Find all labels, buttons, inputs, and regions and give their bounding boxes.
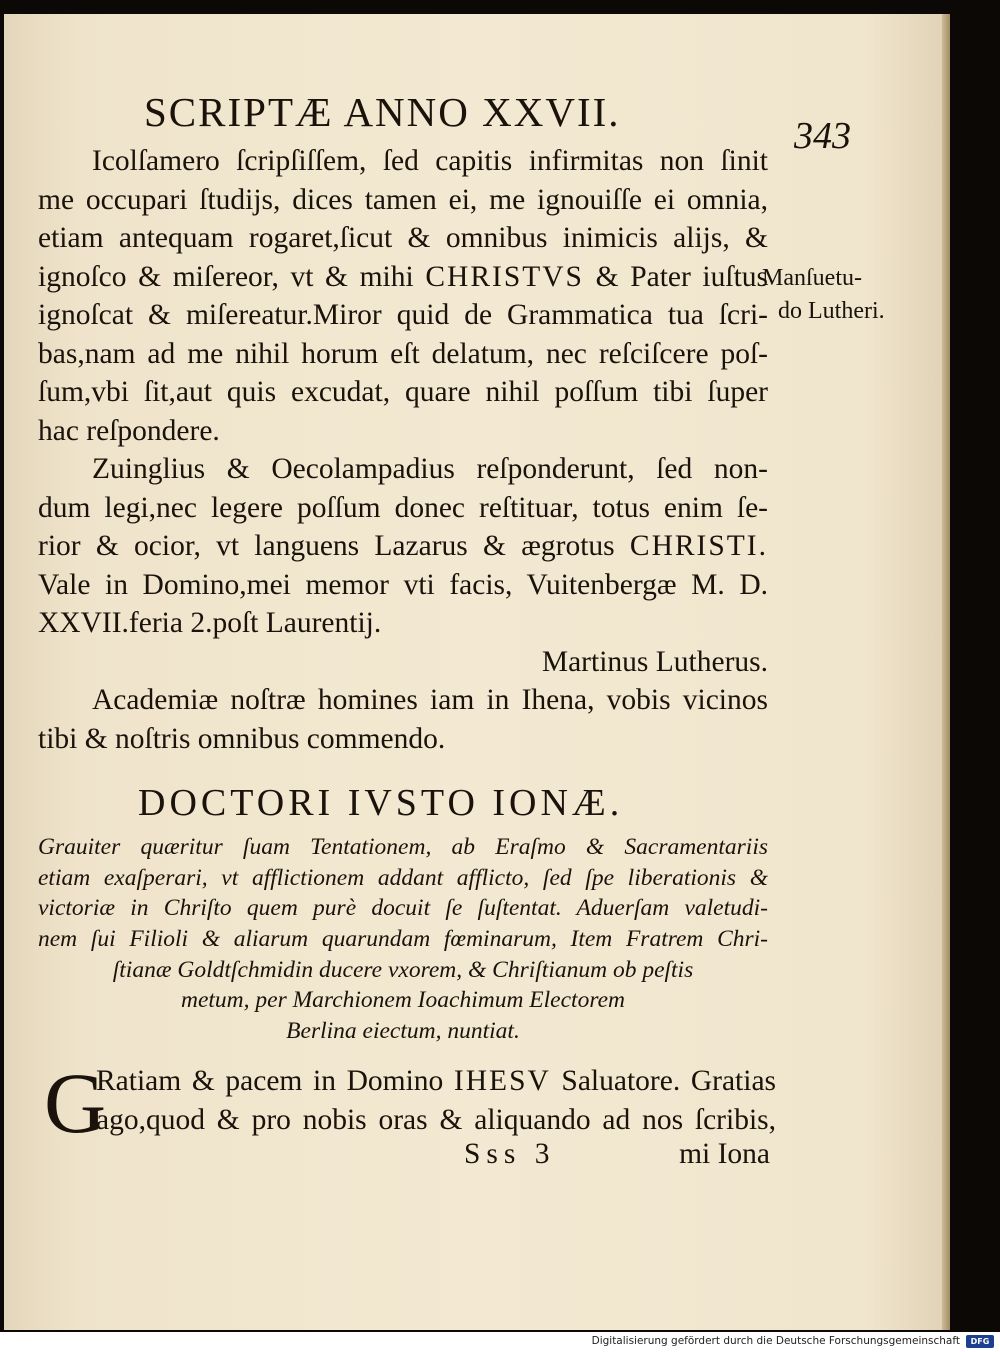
letter-heading: DOCTORI IVSTO IONÆ. (138, 782, 624, 824)
small-caps-name: CHRISTI. (629, 530, 768, 562)
summary-line: victoriæ in Chriſto quem purè docuit ſe ſuſtentat. Aduerſam valetudi- (38, 895, 768, 922)
text-line: Vale in Domino,mei memor vti facis, Vuitenbergæ M. D. (38, 568, 768, 601)
signature-mark: Sss 3 (464, 1138, 556, 1170)
text-line: dum legi,nec legere poſſum donec reſtituar, totus enim ſe- (38, 491, 768, 524)
text-line (38, 258, 768, 297)
digitization-footer (0, 1332, 1000, 1352)
funding-credit: Digitalisierung gefördert durch die Deutsche Forschungsgemeinschaft (591, 1335, 960, 1347)
dfg-logo-icon: DFG (966, 1335, 994, 1348)
text-fragment: ignoſco & miſereor, vt & mihi (38, 260, 414, 293)
text-line: tibi & noſtris omnibus commendo. (38, 722, 446, 755)
text-fragment: Ratiam & pacem in Domino (96, 1065, 444, 1097)
summary-line: nem ſui Filioli & aliarum quarundam fœminarum, Item Fratrem Chri- (38, 926, 768, 953)
text-line (38, 527, 768, 566)
summary-line: ſtianæ Goldtſchmidin ducere vxorem, & Chriſtianum ob peſtis (112, 956, 694, 983)
text-line: Zuinglius & Oecolampadius reſponderunt, ſed non- (92, 453, 768, 485)
text-line: me occupari ſtudijs, dices tamen ei, me ignouiſſe ei omnia, (38, 183, 768, 216)
second-letter-opening (38, 1055, 777, 1151)
text-line: bas,nam ad me nihil horum eſt delatum, nec reſciſcere poſ- (38, 337, 768, 370)
running-head: SCRIPTÆ ANNO XXVII. (144, 89, 621, 135)
letter-summary (38, 832, 768, 1047)
marginal-note (762, 262, 912, 328)
book-page (4, 14, 944, 1330)
summary-line: etiam exaſperari, vt afflictionem addant afflicto, ſed ſpe liberationis & (38, 864, 768, 891)
text-fragment: Saluatore. Gratias (561, 1065, 777, 1097)
marginal-line: Manſuetu- (762, 265, 862, 291)
signature: Martinus Lutherus. (541, 645, 768, 678)
text-fragment: rior & ocior, vt languens Lazarus & ægrotus (38, 530, 615, 562)
marginal-line: do Lutheri. (778, 298, 885, 324)
text-line: XXVII.feria 2.poſt Laurentij. (38, 607, 382, 639)
small-caps-name: IHESV (453, 1065, 551, 1097)
text-line: ago,quod & pro nobis oras & aliquando ad nos ſcribis, (96, 1103, 776, 1136)
catchword: mi Iona (679, 1138, 770, 1170)
text-line: etiam antequam rogaret,ſicut & omnibus inimicis alijs, & (38, 222, 768, 254)
text-line: Academiæ noſtræ homines iam in Ihena, vobis vicinos (92, 684, 768, 716)
summary-line: metum, per Marchionem Ioachimum Electorem (181, 987, 625, 1014)
page-number: 343 (794, 115, 851, 157)
text-line (38, 1062, 776, 1101)
summary-line: Grauiter quæritur ſuam Tentationem, ab Eraſmo & Sacramentariis (38, 834, 768, 860)
summary-line: Berlina eiectum, nuntiat. (286, 1018, 520, 1045)
letter-body (38, 142, 768, 758)
text-line: ſum,vbi ſit,aut quis excudat, quare nihil poſſum tibi ſuper (38, 376, 768, 408)
small-caps-name: CHRISTVS (425, 260, 584, 293)
text-line: Icolſamero ſcripſiſſem, ſed capitis infirmitas non ſinit (92, 145, 768, 177)
text-fragment: & Pater iuſtus (595, 260, 769, 293)
text-line: hac reſpondere. (38, 414, 220, 447)
drop-cap: G (44, 1055, 107, 1151)
text-line: ignoſcat & miſereatur.Miror quid de Grammatica tua ſcri- (38, 299, 768, 331)
